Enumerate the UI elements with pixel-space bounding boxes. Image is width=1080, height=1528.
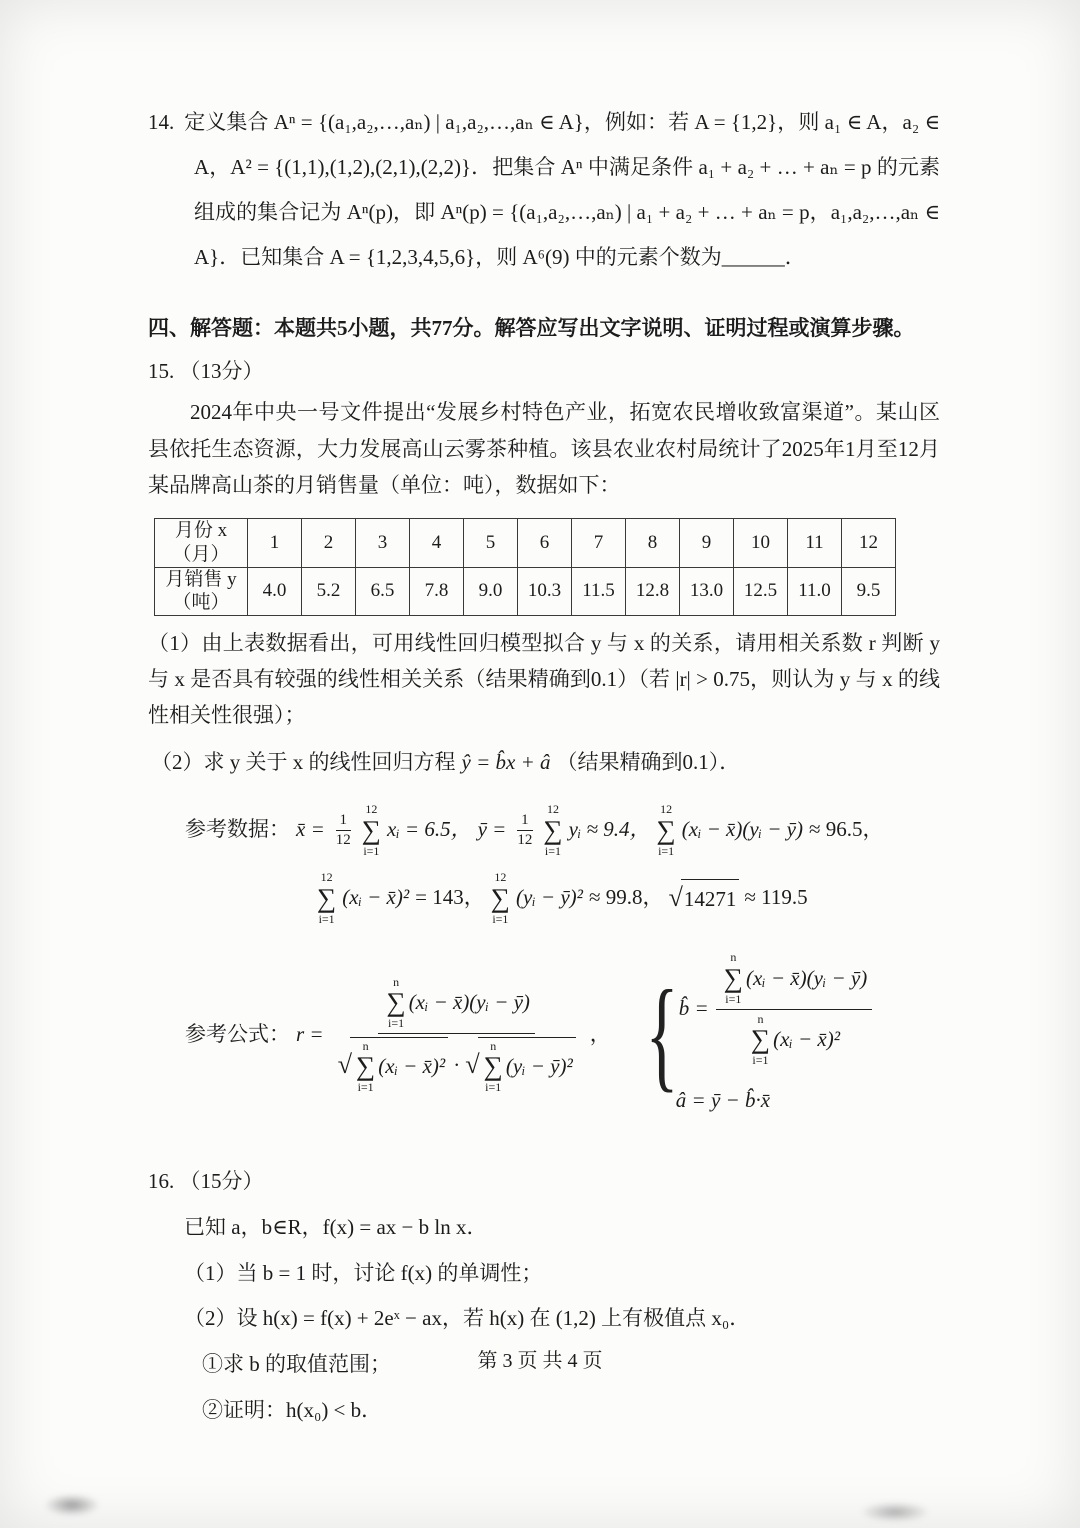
table-cell: 9 bbox=[680, 519, 734, 568]
summation-symbol bbox=[356, 1040, 375, 1094]
fraction-numerator: 1 bbox=[336, 812, 352, 831]
yi-value: yᵢ ≈ 9.4， bbox=[568, 817, 651, 842]
question-14-text: 定义集合 Aⁿ = {(a₁,a₂,…,aₙ) | a₁,a₂,…,aₙ ∈ A}，例如：若 A = {1,2}，则 a₁ ∈ A，a₂ ∈ A，A² = {(1,1),(1,2),(2,1),(2,2)}．把集合 Aⁿ 中满足条件 a₁ + a₂ + … + aₙ = p 的元素组成的集合记为 Aⁿ(p)，即 Aⁿ(p) = {(a₁,a₂,…,aₙ) | a₁ + a₂ + … + aₙ = p，a₁,a₂,…,aₙ ∈ A}．已知集合 A = {1,2,3,4,5,6}，则 A⁶(9) 中的元素个数为______． bbox=[184, 110, 940, 270]
sqrt-expression bbox=[668, 879, 739, 918]
scan-artifact-bottom-left bbox=[44, 1494, 100, 1516]
question-16-part2: （2）设 h(x) = f(x) + 2eˣ − ax，若 h(x) 在 (1,2) 上有极值点 x₀． bbox=[184, 1306, 751, 1331]
ybar-equals: ȳ = bbox=[477, 817, 507, 842]
sigma-icon: ∑ bbox=[356, 1051, 376, 1082]
reference-data-line-2 bbox=[314, 871, 940, 925]
y-squared-result: ≈ 99.8， bbox=[588, 885, 664, 910]
scan-artifact-bottom-right bbox=[860, 1502, 930, 1522]
months-header-line1: 月份 x bbox=[174, 520, 228, 542]
cross-product-term: (xᵢ − x̄)(yᵢ − ȳ) bbox=[681, 817, 803, 842]
sales-row-header bbox=[155, 567, 248, 616]
xbar-equals: x̄ = bbox=[296, 817, 325, 842]
sum-lower-limit: i=1 bbox=[363, 843, 380, 858]
table-cell: 6 bbox=[518, 519, 572, 568]
question-16-part1: （1）当 b = 1 时，讨论 f(x) 的单调性； bbox=[184, 1260, 543, 1285]
summation-symbol bbox=[386, 976, 405, 1030]
radicand: 14271 bbox=[681, 879, 740, 918]
r-fraction bbox=[331, 976, 583, 1094]
xi-value: xᵢ = 6.5， bbox=[387, 817, 472, 842]
question-15-header bbox=[148, 354, 940, 390]
sqrt-expression bbox=[465, 1037, 576, 1094]
sum-lower-limit: i=1 bbox=[544, 843, 561, 858]
sum-upper-limit: n bbox=[730, 950, 737, 965]
radical-icon: √ bbox=[465, 1050, 480, 1080]
sum-upper-limit: n bbox=[362, 1038, 369, 1053]
question-16-number: 16. bbox=[148, 1169, 175, 1194]
question-16-intro: 已知 a，b∈R，f(x) = ax − b ln x． bbox=[184, 1215, 488, 1240]
table-cell: 3 bbox=[356, 519, 410, 568]
reference-data-line-1 bbox=[182, 803, 940, 857]
sigma-icon: ∑ bbox=[490, 882, 511, 913]
table-cell: 8 bbox=[626, 519, 680, 568]
question-14-number: 14. bbox=[148, 110, 175, 134]
sqrt-expression bbox=[338, 1037, 449, 1094]
table-cell: 6.5 bbox=[356, 567, 410, 616]
bhat-fraction bbox=[716, 951, 873, 1066]
sigma-icon: ∑ bbox=[750, 1024, 771, 1055]
table-cell: 9.5 bbox=[842, 567, 896, 616]
sum-upper-limit: n bbox=[490, 1038, 497, 1053]
table-cell: 5.2 bbox=[302, 567, 356, 616]
sum-lower-limit: i=1 bbox=[357, 1080, 374, 1095]
bhat-fraction-numerator bbox=[716, 951, 873, 1009]
comma-separator: ， bbox=[589, 1022, 611, 1046]
summation-symbol bbox=[657, 803, 676, 857]
section-4-title: 四、解答题：本题共5小题，共77分。解答应写出文字说明、证明过程或演算步骤。 bbox=[148, 315, 915, 340]
table-cell: 7 bbox=[572, 519, 626, 568]
sum-lower-limit: i=1 bbox=[658, 843, 675, 858]
bhat-fraction-denominator bbox=[743, 1010, 845, 1067]
sum-lower-limit: i=1 bbox=[318, 911, 335, 926]
sigma-icon: ∑ bbox=[723, 962, 743, 993]
table-cell: 1 bbox=[248, 519, 302, 568]
table-row-months bbox=[155, 519, 896, 568]
x-squared-term: (xᵢ − x̄)² bbox=[773, 1027, 841, 1052]
table-cell: 2 bbox=[302, 519, 356, 568]
table-cell: 4.0 bbox=[248, 567, 302, 616]
table-cell: 9.0 bbox=[464, 567, 518, 616]
reference-formula-label: 参考公式： bbox=[185, 1022, 290, 1046]
cases-group bbox=[632, 951, 876, 1118]
sum-upper-limit: 12 bbox=[365, 801, 378, 816]
table-row-sales bbox=[155, 567, 896, 616]
table-cell: 12.5 bbox=[734, 567, 788, 616]
radicand bbox=[350, 1037, 448, 1094]
sales-header-line1: 月销售 y bbox=[165, 568, 237, 590]
x-squared-term: (xᵢ − x̄)² bbox=[342, 885, 410, 910]
cross-product-term: (xᵢ − x̄)(yᵢ − ȳ) bbox=[745, 965, 868, 990]
summation-symbol bbox=[543, 803, 562, 857]
summation-symbol bbox=[484, 1040, 503, 1094]
r-fraction-numerator bbox=[378, 976, 535, 1034]
bhat-equation bbox=[676, 951, 876, 1066]
sum-upper-limit: 12 bbox=[660, 801, 673, 816]
table-cell: 12 bbox=[842, 519, 896, 568]
sigma-icon: ∑ bbox=[386, 987, 406, 1018]
question-16-header bbox=[148, 1164, 940, 1200]
fraction-1-12 bbox=[332, 812, 355, 848]
sum-lower-limit: i=1 bbox=[485, 1080, 502, 1095]
question-15-intro: 2024年中央一号文件提出“发展乡村特色产业，拓宽农民增收致富渠道”。某山区县依托生态资源，大力发展高山云雾茶种植。该县农业农村局统计了2025年1月至12月某品牌高山茶的月销售量（单位：吨），数据如下： bbox=[148, 399, 940, 498]
question-16-part2-sub1: ①求 b 的取值范围； bbox=[202, 1352, 391, 1377]
y-squared-term: (yᵢ − ȳ)² bbox=[505, 1054, 573, 1079]
sigma-icon: ∑ bbox=[656, 814, 676, 845]
sigma-icon: ∑ bbox=[317, 882, 337, 913]
regression-equation: ŷ = b̂x + â bbox=[461, 750, 551, 775]
reference-formula-row bbox=[182, 951, 940, 1118]
fraction-1-12 bbox=[513, 812, 536, 848]
sigma-icon: ∑ bbox=[361, 814, 381, 845]
sum-upper-limit: 12 bbox=[494, 870, 507, 885]
sum-lower-limit: i=1 bbox=[752, 1053, 769, 1068]
reference-data-label: 参考数据： bbox=[185, 817, 290, 842]
sum-lower-limit: i=1 bbox=[725, 991, 742, 1006]
question-16-score: （15分） bbox=[179, 1169, 264, 1194]
radicand bbox=[478, 1037, 576, 1094]
months-header-line2: （月） bbox=[172, 543, 230, 565]
sales-data-table bbox=[154, 518, 896, 616]
table-cell: 10.3 bbox=[518, 567, 572, 616]
bhat-equals: b̂ = bbox=[678, 996, 709, 1021]
fraction-numerator: 1 bbox=[517, 812, 533, 831]
table-cell: 11.5 bbox=[572, 567, 626, 616]
r-equals: r = bbox=[296, 1022, 324, 1046]
table-cell: 12.8 bbox=[626, 567, 680, 616]
sum-upper-limit: n bbox=[393, 974, 400, 989]
sigma-icon: ∑ bbox=[543, 814, 563, 845]
question-15-part2 bbox=[148, 745, 940, 781]
table-cell: 13.0 bbox=[680, 567, 734, 616]
page-footer: 第 3 页 共 4 页 bbox=[477, 1350, 603, 1372]
part2-suffix: （结果精确到0.1）． bbox=[556, 750, 741, 775]
summation-symbol bbox=[362, 803, 381, 857]
cross-product-result: ≈ 96.5， bbox=[809, 817, 884, 842]
ahat-equation: â = ȳ − b̂·x̄ bbox=[675, 1087, 771, 1112]
question-15-score: （13分） bbox=[179, 359, 264, 384]
table-cell: 4 bbox=[410, 519, 464, 568]
part2-prefix: （2）求 y 关于 x 的线性回归方程 bbox=[151, 750, 456, 775]
cases-column bbox=[676, 951, 876, 1118]
cross-product-term: (xᵢ − x̄)(yᵢ − ȳ) bbox=[408, 990, 530, 1015]
summation-symbol bbox=[724, 951, 743, 1005]
summation-symbol bbox=[491, 871, 510, 925]
x-squared-term: (xᵢ − x̄)² bbox=[378, 1054, 446, 1079]
months-row-header bbox=[155, 519, 248, 568]
sum-upper-limit: n bbox=[757, 1011, 764, 1026]
multiplication-dot: · bbox=[453, 1052, 461, 1077]
table-cell: 5 bbox=[464, 519, 518, 568]
summation-symbol bbox=[751, 1013, 770, 1067]
sum-upper-limit: 12 bbox=[546, 801, 559, 816]
fraction-denominator: 12 bbox=[517, 831, 533, 848]
sigma-icon: ∑ bbox=[483, 1051, 503, 1082]
table-cell: 7.8 bbox=[410, 567, 464, 616]
radical-icon: √ bbox=[668, 883, 683, 913]
sum-lower-limit: i=1 bbox=[388, 1016, 405, 1031]
sqrt-result: ≈ 119.5 bbox=[744, 885, 808, 910]
y-squared-term: (yᵢ − ȳ)² bbox=[516, 885, 583, 910]
table-cell: 11.0 bbox=[788, 567, 842, 616]
radical-icon: √ bbox=[337, 1050, 353, 1080]
question-14 bbox=[148, 100, 940, 281]
question-15-number: 15. bbox=[148, 359, 175, 384]
question-16 bbox=[148, 1164, 940, 1428]
x-squared-result: = 143， bbox=[415, 885, 485, 910]
left-brace-icon: { bbox=[645, 965, 679, 1104]
question-16-part2-sub2: ②证明：h(x₀) < b． bbox=[202, 1397, 383, 1422]
sum-upper-limit: 12 bbox=[320, 870, 333, 885]
r-fraction-denominator bbox=[331, 1034, 583, 1094]
sum-lower-limit: i=1 bbox=[492, 911, 509, 926]
question-15-part1: （1）由上表数据看出，可用线性回归模型拟合 y 与 x 的关系，请用相关系数 r 判断 y 与 x 是否具有较强的线性相关关系（结果精确到0.1）（若 |r| > 0.75，则认为 y 与 x 的线性相关性很强）； bbox=[148, 631, 940, 727]
sales-header-line2: （吨） bbox=[172, 592, 230, 614]
table-cell: 11 bbox=[788, 519, 842, 568]
fraction-denominator: 12 bbox=[335, 831, 351, 848]
table-cell: 10 bbox=[734, 519, 788, 568]
summation-symbol bbox=[317, 871, 336, 925]
